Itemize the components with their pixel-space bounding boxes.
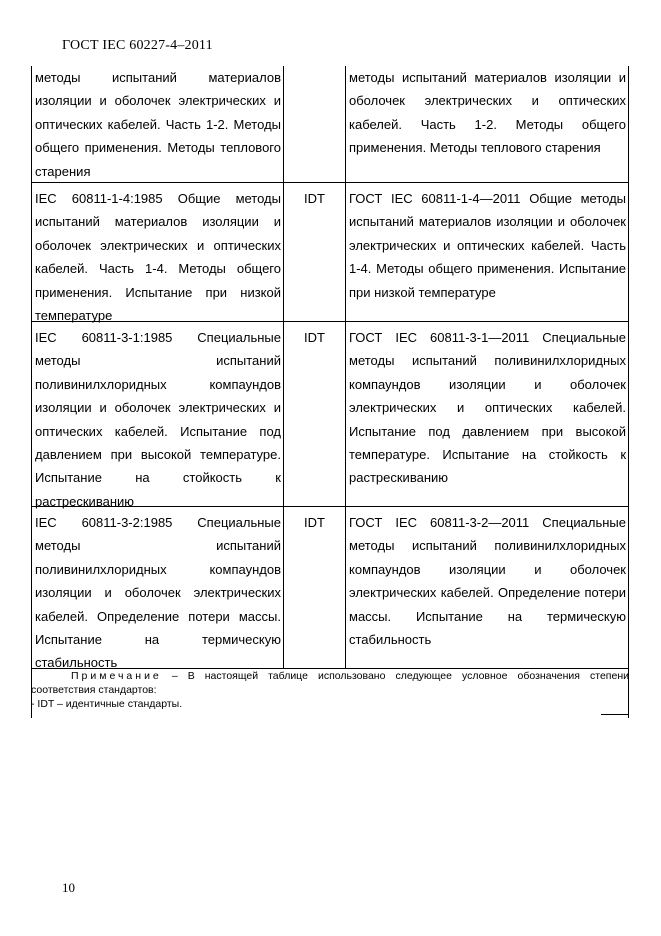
national-standard-cell: ГОСТ IEC 60811-1-4—2011 Общие методы испытаний материалов изоляции и оболочек электрических и оптических кабелей. Часть 1-4. Методы общего применения. Испытание при низкой температуре — [346, 183, 629, 321]
degree-cell — [284, 66, 346, 182]
national-standard-cell: ГОСТ IEC 60811-3-1—2011 Специальные методы испытаний поливинилхлоридных компаундов изоляции и оболочек электрических и оптических кабелей. Испытание под давлением при высокой температуре. Испытание на стойкость к растрескиванию — [346, 322, 629, 506]
international-standard-cell: IEC 60811-3-2:1985 Специальные методы испытаний поливинилхлоридных компаундов изоляции и оболочек электрических кабелей. Определение потери массы. Испытание на термическую стабильность — [31, 507, 284, 668]
note-left-border — [31, 669, 32, 718]
table-row — [31, 507, 629, 669]
page-number: 10 — [62, 880, 75, 895]
international-standard-cell: методы испытаний материалов изоляции и оболочек электрических и оптических кабелей. Часть 1-2. Методы общего применения. Методы теплового старения — [31, 66, 284, 182]
note-body: – В настоящей таблице использовано следующее условное обозначения степени соответствия стандартов: — [31, 670, 629, 696]
international-standard-cell: IEC 60811-3-1:1985 Специальные методы испытаний поливинилхлоридных компаундов изоляции и оболочек электрических и оптических кабелей. Испытание под давлением при высокой температуре. Испытание на стойкость к растрескиванию — [31, 322, 284, 506]
degree-cell: IDT — [284, 507, 346, 668]
table-row — [31, 183, 629, 322]
international-standard-cell: IEC 60811-1-4:1985 Общие методы испытаний материалов изоляции и оболочек электрических и оптических кабелей. Часть 1-4. Методы общего применения. Испытание при низкой температуре — [31, 183, 284, 321]
degree-cell: IDT — [284, 322, 346, 506]
note-text — [31, 669, 629, 697]
national-standard-cell: методы испытаний материалов изоляции и оболочек электрических и оптических кабелей. Часть 1-2. Методы общего применения. Методы теплового старения — [346, 66, 629, 182]
table-row — [31, 66, 629, 183]
standards-table — [31, 66, 629, 669]
note-label: Примечание — [71, 670, 162, 682]
table-note — [31, 669, 629, 711]
note-item: - IDT – идентичные стандарты. — [31, 698, 183, 710]
table-row — [31, 322, 629, 507]
national-standard-cell: ГОСТ IEC 60811-3-2—2011 Специальные методы испытаний поливинилхлоридных компаундов изоляции и оболочек электрических кабелей. Определение потери массы. Испытание на термическую стабильность — [346, 507, 629, 668]
note-right-border — [628, 669, 629, 718]
degree-cell: IDT — [284, 183, 346, 321]
document-header: ГОСТ IEC 60227-4–2011 — [62, 38, 213, 53]
